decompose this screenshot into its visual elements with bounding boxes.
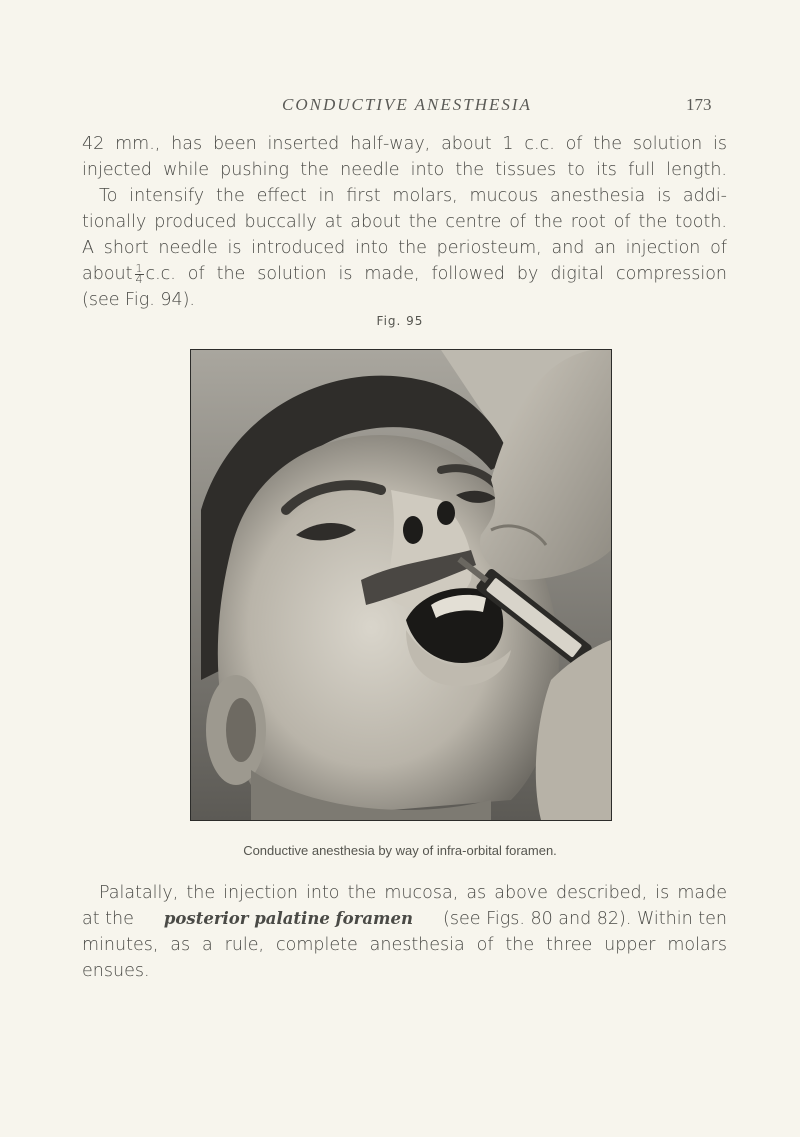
fraction-quarter <box>135 261 144 286</box>
text-fragment: c.c. of the solution is made, followed by digital compression <box>145 264 727 284</box>
text-line: A short needle is introduced into the periosteum, and an injection of <box>82 238 727 258</box>
text-fragment: about <box>82 264 133 284</box>
page-number: 173 <box>686 95 712 114</box>
text-line: ensues. <box>82 961 150 981</box>
text-line: tionally produced buccally at about the centre of the root of the tooth. <box>82 212 727 232</box>
paragraph-top <box>82 131 727 313</box>
italic-term: posterior palatine foramen <box>163 909 414 928</box>
text-line: To intensify the effect in first molars, mucous anesthesia is addi- <box>99 186 727 206</box>
text-fragment: (see Figs. 80 and 82). Within ten <box>443 909 727 929</box>
text-line: injected while pushing the needle into the tissues to its full length. <box>82 160 727 180</box>
running-title: CONDUCTIVE ANESTHESIA <box>282 95 532 114</box>
running-head <box>0 95 800 119</box>
text-line <box>82 906 727 932</box>
text-line: 42 mm., has been inserted half-way, about 1 c.c. of the solution is <box>82 134 727 154</box>
text-fragment: at the <box>82 909 134 929</box>
paragraph-bottom <box>82 880 727 984</box>
fraction-denominator: 4 <box>135 272 143 286</box>
text-line: (see Fig. 94). <box>82 290 195 310</box>
fraction-numerator: 1 <box>135 261 143 275</box>
figure-label: Fig. 95 <box>376 314 424 328</box>
text-line <box>82 261 727 287</box>
figure-caption: Conductive anesthesia by way of infra-orbital foramen. <box>243 843 557 858</box>
text-line: minutes, as a rule, complete anesthesia of the three upper molars <box>82 935 727 955</box>
figure-photograph <box>190 349 612 821</box>
photograph-illustration <box>191 350 611 820</box>
text-line: Palatally, the injection into the mucosa, as above described, is made <box>99 883 727 903</box>
